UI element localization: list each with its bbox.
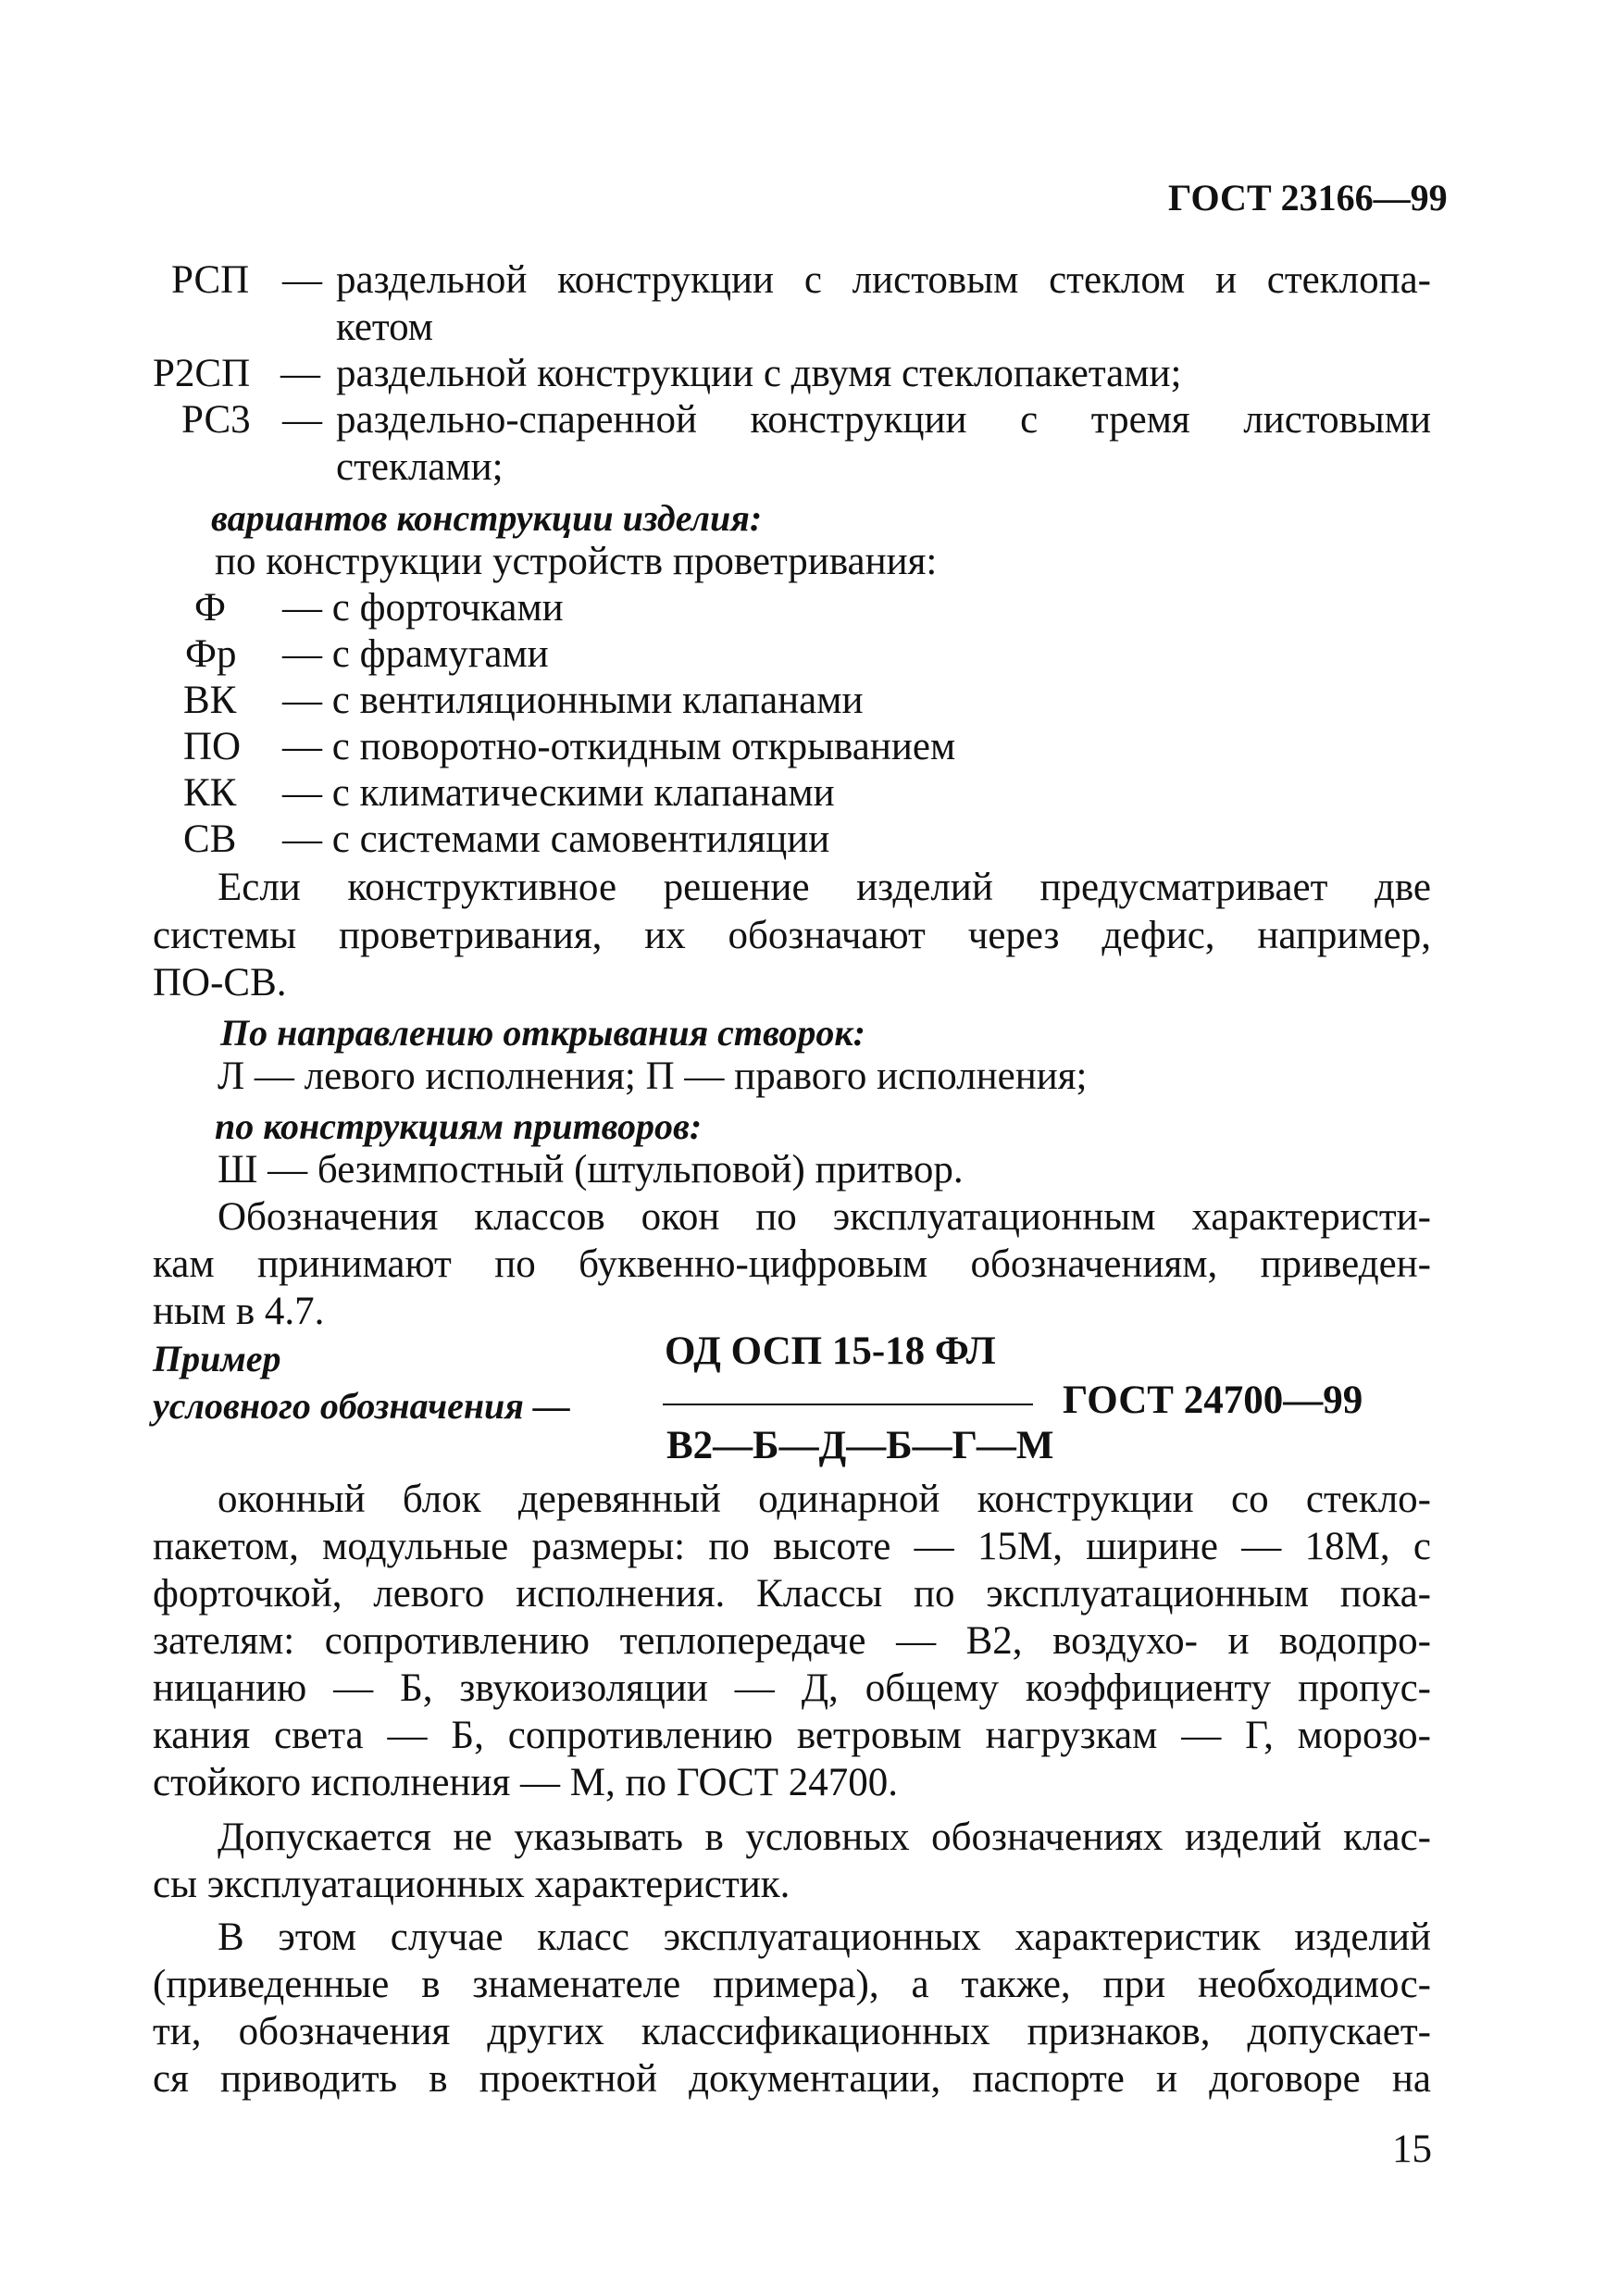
- example-numerator: ОД ОСП 15-18 ФЛ: [665, 1329, 996, 1373]
- ventilation-code: СВ: [183, 817, 237, 861]
- paragraph-line: оконный блок деревянный одинарной конструкции со стекло-: [218, 1478, 1431, 1521]
- paragraph-line: Обозначения классов окон по эксплуатационным характеристи-: [218, 1195, 1431, 1239]
- example-label: Пример: [153, 1338, 281, 1379]
- ventilation-code: КК: [183, 771, 237, 815]
- opening-direction-text: Л — левого исполнения; П — правого исполнения;: [218, 1054, 1088, 1098]
- paragraph-line: зателям: сопротивлению теплопередаче — В2, воздухо- и водопро-: [153, 1619, 1431, 1663]
- paragraph-line: ти, обозначения других классификационных признаков, допускает-: [153, 2010, 1431, 2053]
- example-standard: ГОСТ 24700—99: [1063, 1379, 1363, 1422]
- designation-text: раздельно-спаренной конструкции с тремя листовыми: [336, 398, 1431, 442]
- variants-heading: вариантов конструкции изделия:: [211, 497, 763, 539]
- designation-dash: —: [282, 258, 322, 302]
- paragraph-line: Допускается не указывать в условных обозначениях изделий клас-: [218, 1816, 1431, 1859]
- designation-text: раздельной конструкции с двумя стеклопакетами;: [336, 352, 1182, 395]
- ventilation-code: Фр: [185, 632, 237, 676]
- paragraph-line: сы эксплуатационных характеристик.: [153, 1863, 790, 1906]
- paragraph-line: Если конструктивное решение изделий предусматривает две: [218, 866, 1431, 909]
- ventilation-text: — с вентиляционными клапанами: [282, 679, 864, 722]
- mullion-heading: по конструкциям притворов:: [215, 1105, 703, 1147]
- paragraph-line: В этом случае класс эксплуатационных характеристик изделий: [218, 1915, 1431, 1959]
- designation-text-continued: стеклами;: [336, 445, 504, 489]
- example-denominator: В2—Б—Д—Б—Г—М: [666, 1424, 1054, 1467]
- designation-text: раздельной конструкции с листовым стеклом и стеклопа-: [336, 258, 1431, 302]
- paragraph-line: форточкой, левого исполнения. Классы по эксплуатационным пока-: [153, 1572, 1431, 1616]
- designation-text-continued: кетом: [336, 306, 434, 349]
- fraction-line: [663, 1404, 1033, 1405]
- ventilation-code: Ф: [194, 586, 226, 630]
- designation-dash: —: [280, 352, 320, 395]
- ventilation-text: — с форточками: [282, 586, 564, 630]
- designation-code: РСП: [171, 258, 250, 302]
- paragraph-line: стойкого исполнения — М, по ГОСТ 24700.: [153, 1761, 899, 1804]
- example-label-continued: условного обозначения —: [153, 1385, 570, 1427]
- ventilation-text: — с фрамугами: [282, 632, 549, 676]
- paragraph-line: кания света — Б, сопротивлению ветровым нагрузкам — Г, морозо-: [153, 1714, 1431, 1757]
- ventilation-intro: по конструкции устройств проветривания:: [215, 540, 938, 583]
- designation-dash: —: [282, 398, 322, 442]
- ventilation-code: ПО: [183, 725, 242, 768]
- page-number: 15: [1392, 2128, 1432, 2171]
- document-code-header: ГОСТ 23166—99: [1168, 177, 1448, 218]
- paragraph-line: кам принимают по буквенно-цифровым обозначениям, приведен-: [153, 1242, 1431, 1286]
- paragraph-line: ницанию — Б, звукоизоляции — Д, общему коэффициенту пропус-: [153, 1666, 1431, 1710]
- ventilation-code: ВК: [183, 679, 237, 722]
- paragraph-line: ПО-СВ.: [153, 961, 287, 1004]
- paragraph-line: системы проветривания, их обозначают через дефис, например,: [153, 914, 1431, 957]
- mullion-text: Ш — безимпостный (штульповой) притвор.: [218, 1148, 964, 1192]
- paragraph-line: пакетом, модульные размеры: по высоте — 15М, ширине — 18М, с: [153, 1525, 1431, 1568]
- designation-code: РС3: [181, 398, 251, 442]
- ventilation-text: — с поворотно-откидным открыванием: [282, 725, 956, 768]
- paragraph-line: (приведенные в знаменателе примера), а также, при необходимос-: [153, 1963, 1431, 2006]
- opening-direction-heading: По направлению открывания створок:: [220, 1012, 865, 1054]
- paragraph-line: ся приводить в проектной документации, паспорте и договоре на: [153, 2057, 1431, 2101]
- paragraph-line: ным в 4.7.: [153, 1290, 325, 1333]
- ventilation-text: — с климатическими клапанами: [282, 771, 835, 815]
- designation-code: Р2СП: [153, 352, 251, 395]
- ventilation-text: — с системами самовентиляции: [282, 817, 830, 861]
